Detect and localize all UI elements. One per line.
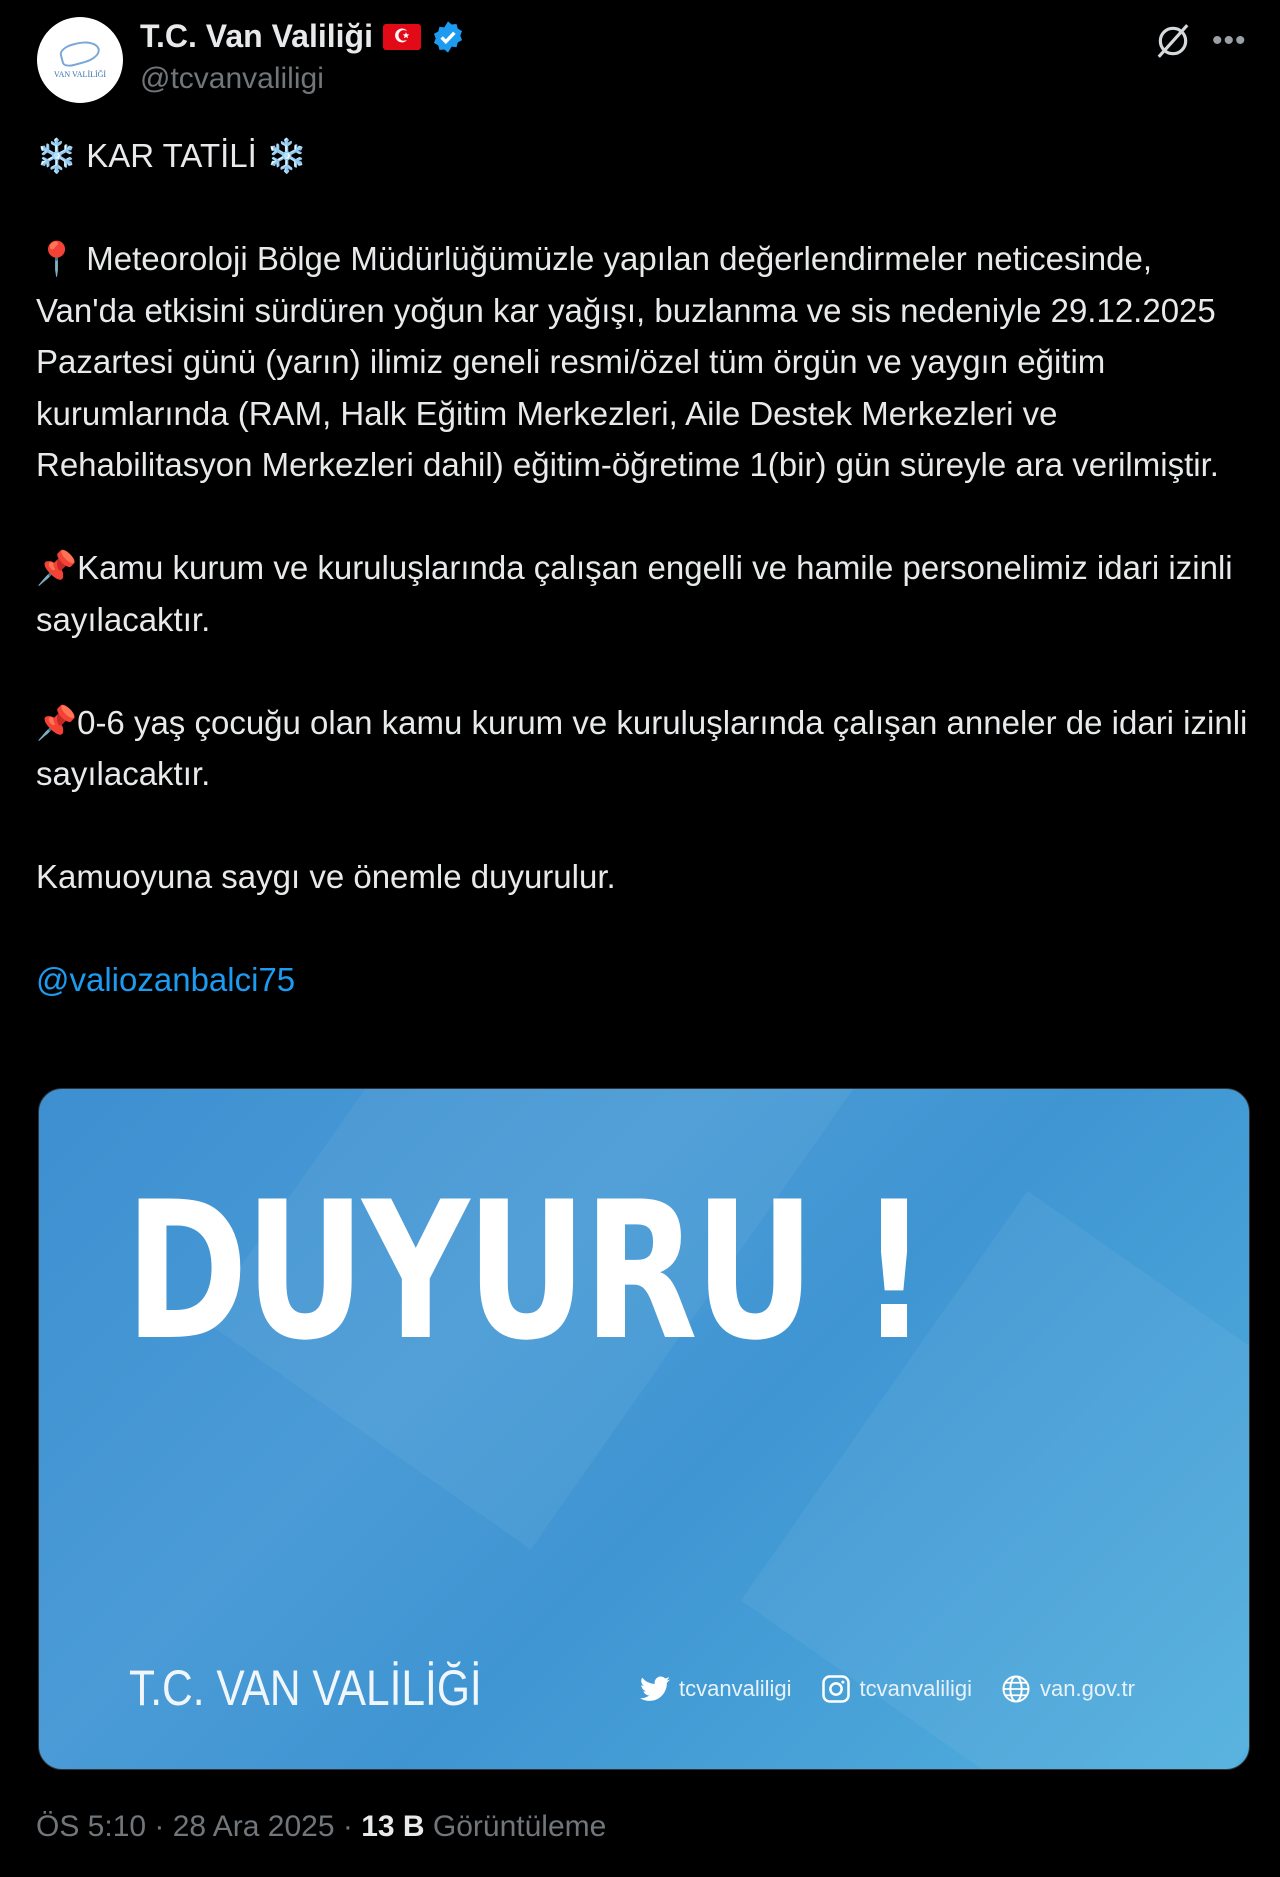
tweet-paragraph: 📌Kamu kurum ve kuruluşlarında çalışan engelli ve hamile personelimiz idari izinli sayılacaktır. bbox=[36, 549, 1242, 638]
image-headline: DUYURU ! bbox=[125, 1161, 925, 1382]
account-handle[interactable]: @tcvanvaliligi bbox=[140, 62, 324, 95]
tweet-title: ❄️ KAR TATİLİ ❄️ bbox=[36, 137, 308, 174]
tweet-paragraph: Kamuoyuna saygı ve önemle duyurulur. bbox=[36, 858, 616, 895]
account-name-row[interactable] bbox=[140, 18, 465, 55]
mention-link[interactable]: @valiozanbalci75 bbox=[36, 961, 296, 998]
view-count: 13 B bbox=[361, 1810, 425, 1843]
twitter-handle: tcvanvaliligi bbox=[679, 1676, 792, 1701]
avatar-label: VAN VALİLİĞİ bbox=[53, 69, 107, 79]
account-name[interactable]: T.C. Van Valiliği bbox=[140, 18, 373, 54]
instagram-handle: tcvanvaliligi bbox=[859, 1676, 972, 1701]
grok-icon[interactable] bbox=[1154, 22, 1192, 60]
map-logo-icon bbox=[58, 37, 102, 69]
more-options-icon[interactable]: ••• bbox=[1212, 24, 1247, 57]
tweet-image[interactable] bbox=[38, 1088, 1250, 1770]
twitter-bird-icon bbox=[639, 1673, 671, 1705]
avatar[interactable] bbox=[37, 17, 123, 103]
tweet-paragraph: 📌0-6 yaş çocuğu olan kamu kurum ve kuruluşlarında çalışan anneler de idari izinli sayılacaktır. bbox=[36, 703, 1257, 792]
verified-badge-icon bbox=[431, 20, 465, 54]
website-url: van.gov.tr bbox=[1040, 1676, 1135, 1701]
image-socials bbox=[639, 1673, 1149, 1705]
timestamp[interactable]: ÖS 5:10 · 28 Ara 2025 · bbox=[36, 1810, 362, 1843]
image-org-name: T.C. VAN VALİLİĞİ bbox=[129, 1660, 482, 1716]
tweet-text bbox=[36, 130, 1256, 1006]
tweet-paragraph: 📍 Meteoroloji Bölge Müdürlüğümüzle yapılan değerlendirmeler neticesinde, Van'da etkisini sürdüren yoğun kar yağışı, buzlanma ve sis nedeniyle 29.12.2025 Pazartesi günü (yarın) ilimiz geneli resmi/özel tüm örgün ve yaygın eğitim kurumlarında (RAM, Halk Eğitim Merkezleri, Aile Destek Merkezleri ve Rehabilitasyon Merkezleri dahil) eğitim-öğretime 1(bir) gün süreyle ara verilmiştir. bbox=[36, 240, 1225, 483]
views-label: Görüntüleme bbox=[424, 1810, 607, 1843]
instagram-icon bbox=[820, 1673, 852, 1705]
tweet-meta bbox=[36, 1810, 606, 1844]
globe-icon bbox=[1000, 1673, 1032, 1705]
turkey-flag-icon: ☪ bbox=[383, 24, 421, 50]
